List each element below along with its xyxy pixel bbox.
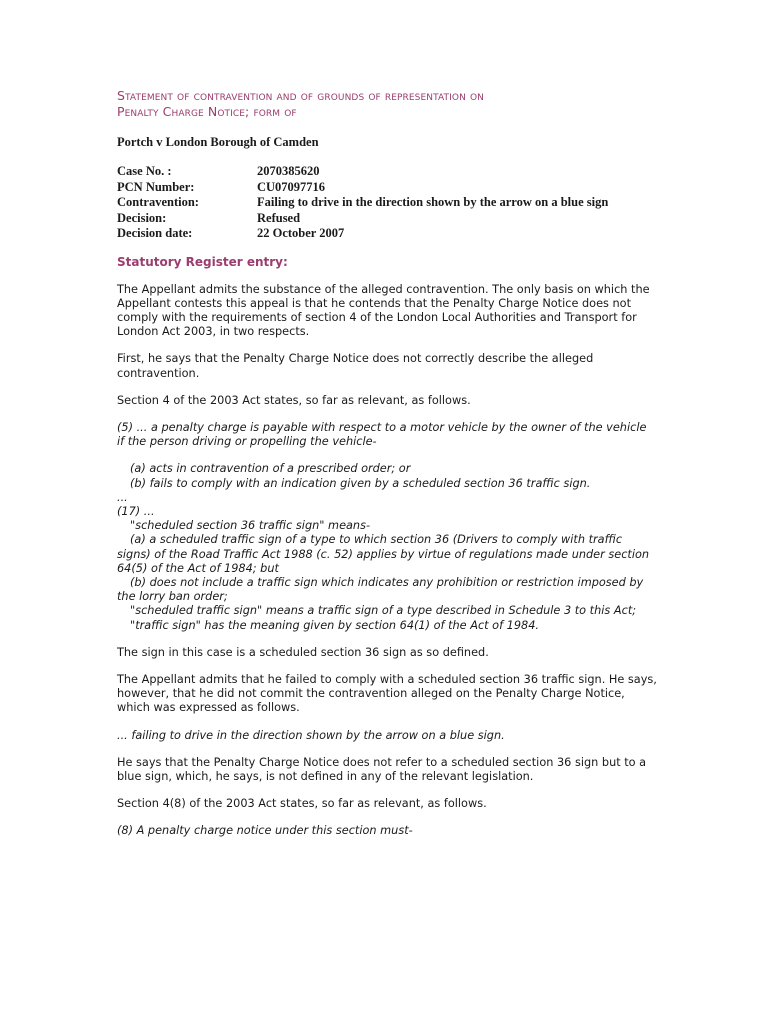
quote-line: (17) ... (117, 504, 155, 518)
paragraph-blue-sign: He says that the Penalty Charge Notice does not refer to a scheduled section 36 sign but to a blue sign, which, he says, is not defined in any of the relevant legislation. (117, 755, 647, 783)
case-details-row (117, 195, 642, 211)
case-details-row (117, 180, 642, 196)
case-no-value: 2070385620 (257, 164, 320, 178)
case-details-row (117, 164, 642, 180)
heading-line-1: Statement of contravention and of grounds of representation on (117, 88, 485, 103)
case-details-row (117, 226, 642, 242)
decision-value: Refused (257, 210, 301, 225)
case-title: Portch v London Borough of Camden (117, 135, 319, 149)
paragraph-admission: The Appellant admits the substance of the alleged contravention. The only basis on which the Appellant contests this appeal is that he contends that the Penalty Charge Notice does not comply with the requirements of section 4 of the London Local Authorities and Transport for London Act 2003, in two respects. (117, 282, 650, 339)
paragraph-section-4-intro: Section 4 of the 2003 Act states, so far as relevant, as follows. (117, 393, 471, 407)
quote-line: "traffic sign" has the meaning given by section 64(1) of the Act of 1984. (130, 618, 539, 632)
register-heading: Statutory Register entry: (117, 254, 288, 269)
statute-quote (117, 462, 657, 632)
quote-line: "scheduled traffic sign" means a traffic sign of a type described in Schedule 3 to this Act; (130, 604, 637, 618)
document-heading (117, 88, 657, 120)
heading-line-2: Penalty Charge Notice; form of (117, 104, 297, 119)
paragraph-sign-defined: The sign in this case is a scheduled section 36 sign as so defined. (117, 645, 489, 659)
contravention-label: Contravention: (117, 195, 199, 209)
quote-line: (a) acts in contravention of a prescribed order; or (130, 462, 411, 476)
decision-date-label: Decision date: (117, 226, 193, 240)
quote-line: ... (117, 490, 128, 504)
quote-section-5: (5) ... a penalty charge is payable with respect to a motor vehicle by the owner of the vehicle if the person driving or propelling the vehicle- (117, 420, 647, 449)
quote-line: "scheduled section 36 traffic sign" means- (130, 519, 371, 533)
pcn-number-value: CU07097716 (257, 179, 326, 194)
case-details-table (117, 164, 642, 242)
document-body (117, 88, 657, 852)
paragraph-first-ground: First, he says that the Penalty Charge Notice does not correctly describe the alleged contravention. (117, 352, 594, 380)
case-no-label: Case No. : (117, 164, 172, 178)
quote-line: (a) a scheduled traffic sign of a type to which section 36 (Drivers to comply with traffic signs) of the Road Traffic Act 1988 (c. 52) applies by virtue of regulations made under section 64(5) of the Act of 1984; but (117, 533, 650, 575)
contravention-value: Failing to drive in the direction shown by the arrow on a blue sign (257, 195, 609, 209)
case-details-row (117, 211, 642, 227)
quote-line: (b) does not include a traffic sign which indicates any prohibition or restriction imposed by the lorry ban order; (117, 575, 644, 604)
quote-pcn-wording: ... failing to drive in the direction shown by the arrow on a blue sign. (117, 728, 505, 742)
quote-line: (b) fails to comply with an indication given by a scheduled section 36 traffic sign. (130, 476, 591, 490)
quote-section-8: (8) A penalty charge notice under this section must- (117, 824, 413, 838)
paragraph-section-4-8-intro: Section 4(8) of the 2003 Act states, so far as relevant, as follows. (117, 797, 487, 811)
decision-label: Decision: (117, 210, 167, 225)
pcn-number-label: PCN Number: (117, 179, 195, 194)
decision-date-value: 22 October 2007 (257, 226, 345, 240)
paragraph-appellant-admits: The Appellant admits that he failed to comply with a scheduled section 36 traffic sign. He says, however, that he did not commit the contravention alleged on the Penalty Charge Notice, which was expressed as follows. (117, 672, 657, 715)
